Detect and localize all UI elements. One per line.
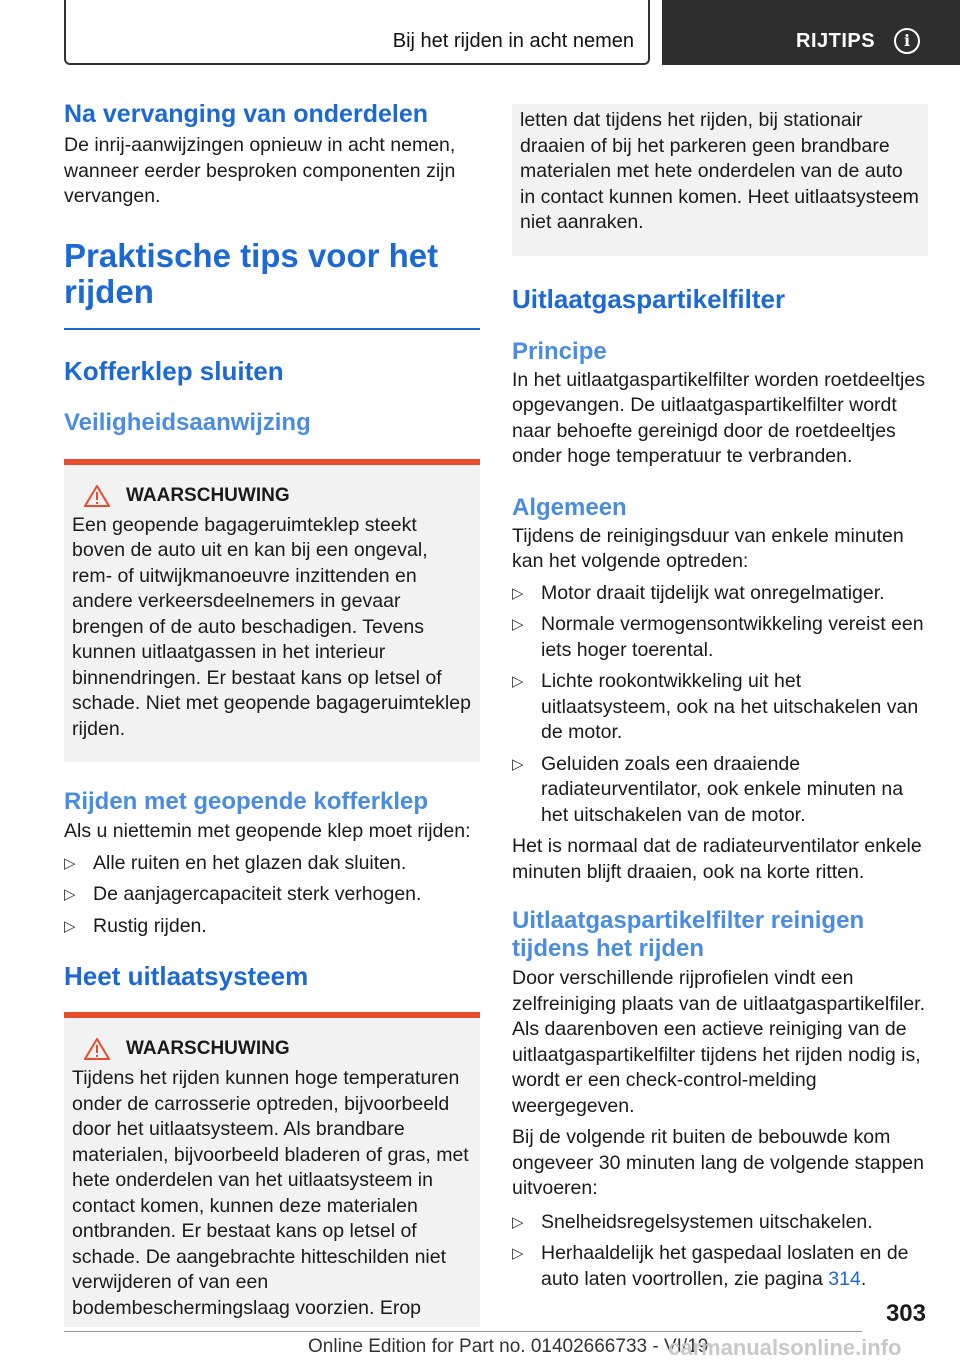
heading-hot-exhaust: Heet uitlaatsysteem (64, 961, 309, 991)
list-item: ▷ Motor draait tijdelijk wat onregelmatiger. (512, 581, 928, 607)
info-icon: i (894, 28, 920, 54)
bullet-triangle-icon: ▷ (512, 1245, 524, 1262)
warning-box-exhaust (64, 1012, 480, 1327)
warning-box-trunk (64, 459, 480, 763)
para-principle: In het uitlaatgaspartikelfilter worden roetdeeltjes opgevangen. De uitlaatgaspartikelfilter wordt naar behoefte gereinigd door de roetdeeltjes onder hoge temperatuur te verbranden. (512, 368, 925, 467)
heading-driving-open-trunk: Rijden met geopende kofferklep (64, 788, 429, 815)
para-cleaning-1: Door verschillende rijprofielen vindt een zelfreiniging plaats van de uitlaatgaspartikelfiler. Als daarenboven een actieve reiniging van de uitlaatgaspartikelfilter tijdens het rijden nodig is, wordt er een check-control-melding weergegeven. (512, 967, 925, 1117)
list-item: ▷ Normale vermogensontwikkeling vereist een iets hoger toerental. (512, 613, 924, 661)
footer-rule (64, 1331, 862, 1332)
para-replace-parts: De inrij-aanwijzingen opnieuw in acht nemen, wanneer eerder besproken componenten zijn vervangen. (64, 134, 456, 207)
heading-practical-tips: Praktische tips voor het rijden (64, 236, 439, 310)
page-reference-link[interactable]: 314 (828, 1267, 861, 1290)
heading-particle-filter: Uitlaatgaspartikelfilter (512, 283, 786, 314)
warning-title: WAARSCHUWING (126, 484, 290, 506)
list-driving-open-trunk (64, 851, 480, 940)
bullet-triangle-icon: ▷ (64, 854, 76, 872)
heading-safety-note: Veiligheidsaanwijzing (64, 408, 311, 436)
list-cleaning (512, 1210, 928, 1293)
bullet-triangle-icon: ▷ (512, 755, 524, 773)
left-column (64, 100, 480, 1327)
bullet-triangle-icon: ▷ (64, 886, 76, 903)
list-item: ▷ De aanjagercapaciteit sterk verhogen. (64, 882, 480, 908)
bullet-triangle-icon: ▷ (512, 1213, 524, 1231)
para-normal-fan: Het is normaal dat de radiateurventilator enkele minuten blijft draaien, ook na korte ritten. (512, 835, 922, 883)
list-item: ▷ Lichte rookontwikkeling uit het uitlaatsysteem, ook na het uitschakelen van de motor. (512, 670, 919, 743)
list-item: ▷ Alle ruiten en het glazen dak sluiten. (64, 851, 480, 877)
para-cleaning-2: Bij de volgende rit buiten de bebouwde kom ongeveer 30 minuten lang de volgende stappen uitvoeren: (512, 1126, 924, 1199)
warning-box-continued (512, 104, 928, 256)
page-header (64, 0, 960, 65)
warning-text: Een geopende bagageruimteklep steekt boven de auto uit en kan bij een ongeval, rem- of uitwijkmanoeuvre inzittenden en andere verkeersdeelnemers in gevaar brengen of de auto beschadigen. Tevens kunnen uitlaatgassen in het interieur binnendringen. Er bestaat kans op letsel of schade. Niet met geopende bagageruimteklep rijden. (72, 513, 471, 740)
warning-title: WAARSCHUWING (126, 1038, 290, 1059)
list-general (512, 581, 928, 829)
watermark: carmanualsonline.info (668, 1335, 902, 1360)
bullet-triangle-icon: ▷ (64, 917, 76, 935)
bullet-triangle-icon: ▷ (512, 584, 524, 602)
heading-filter-cleaning: Uitlaatgaspartikelfilter reinigen tijdens het rijden (512, 907, 865, 962)
list-item: ▷ Geluiden zoals een draaiende radiateurventilator, ook enkele minuten na het uitschakelen van de motor. (512, 752, 904, 826)
page-number: 303 (885, 1300, 926, 1327)
bullet-triangle-icon: ▷ (512, 673, 524, 690)
warning-text: Tijdens het rijden kunnen hoge temperaturen onder de carrosserie optreden, bijvoorbeeld door het uitlaatsysteem. Als brandbare materialen, bijvoorbeeld bladeren of gras, met hete onderdelen van het uitlaatsysteem in contact komen, kunnen deze materialen ontbranden. Er bestaat kans op letsel of schade. De aangebrachte hitteschilden niet verwijderen of van een bodembeschermingslaag voorzien. Erop (72, 1067, 469, 1319)
chapter-tab (662, 0, 960, 65)
chapter-label: RIJTIPS (796, 30, 876, 52)
warning-text-continued: letten dat tijdens het rijden, bij stationair draaien of bij het parkeren geen brandbare materialen met hete onderdelen van de auto in contact kunnen komen. Heet uitlaatsysteem niet aanraken. (520, 109, 919, 233)
para-general: Tijdens de reinigingsduur van enkele minuten kan het volgende optreden: (512, 524, 904, 572)
edition-info: Online Edition for Part no. 01402666733 - VI/19 (308, 1336, 709, 1357)
right-column (512, 104, 928, 1298)
list-item: ▷ Herhaaldelijk het gaspedaal loslaten en de auto laten voortrollen, zie pagina 314. (512, 1242, 909, 1290)
heading-general: Algemeen (512, 493, 627, 521)
heading-close-trunk: Kofferklep sluiten (64, 355, 284, 386)
section-tab (64, 0, 650, 65)
section-title: Bij het rijden in acht nemen (392, 30, 634, 52)
heading-principle: Principe (512, 337, 607, 365)
list-item: ▷ Snelheidsregelsystemen uitschakelen. (512, 1210, 928, 1236)
warning-triangle-icon (84, 1038, 110, 1060)
para-driving-open-trunk: Als u niettemin met geopende klep moet rijden: (64, 820, 471, 842)
warning-triangle-icon (84, 485, 110, 507)
bullet-triangle-icon: ▷ (512, 616, 524, 633)
heading-replace-parts: Na vervanging van onderdelen (64, 100, 428, 128)
list-item: ▷ Rustig rijden. (64, 914, 480, 940)
section-rule (64, 328, 480, 330)
